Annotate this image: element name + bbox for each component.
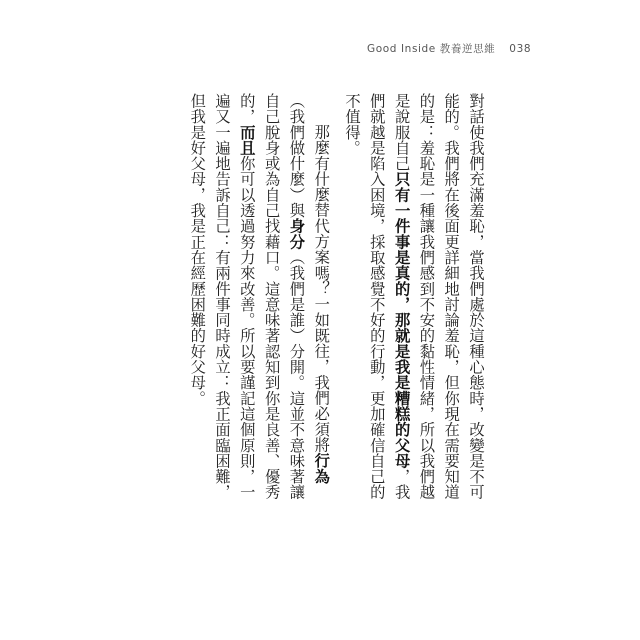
bold-text-segment: 而且 <box>237 124 256 156</box>
text-segment: ，我們就越是陷入困境，採取感覺不好的行動，更加確信自己的不值得。 <box>343 93 411 500</box>
book-title: Good Inside 教養逆思維 <box>367 43 496 55</box>
running-header <box>367 42 531 56</box>
text-segment: 你可以透過努力來改善。所以要謹記這個原則，一遍又一遍地告訴自己：有兩件事同時成立：我正面臨困難，但我是好父母，我是正在經歷困難的好父母。 <box>188 93 256 500</box>
bold-text-segment: 行為 <box>312 452 331 484</box>
text-segment: （我們做什麼）與 <box>287 93 306 219</box>
bold-text-segment: 只有一件事是真的，那就是我是糟糕的父母 <box>392 171 411 469</box>
paragraph-gap <box>333 93 339 513</box>
text-segment: 對話使我們充滿羞恥，當我們處於這種心態時，改變是不可能的。我們將在後面更詳細地討論羞恥，但你現在需要知道的是：羞恥是一種讓我們感到不安的黏性情緒，所以我們越是說服自己 <box>392 93 485 500</box>
body-text <box>184 93 488 513</box>
paragraph-2 <box>184 93 333 513</box>
paragraph-1 <box>339 93 488 513</box>
text-segment: 那麼有什麼替代方案嗎？一如既往，我們必須將 <box>312 123 331 453</box>
bold-text-segment: 身分 <box>287 218 306 250</box>
page-number: 038 <box>509 43 532 55</box>
text-segment: （我們是誰）分開。這並不意味著讓自己脫身或為自己找藉口。這意味著認知到你是良善、優秀的， <box>237 93 306 500</box>
